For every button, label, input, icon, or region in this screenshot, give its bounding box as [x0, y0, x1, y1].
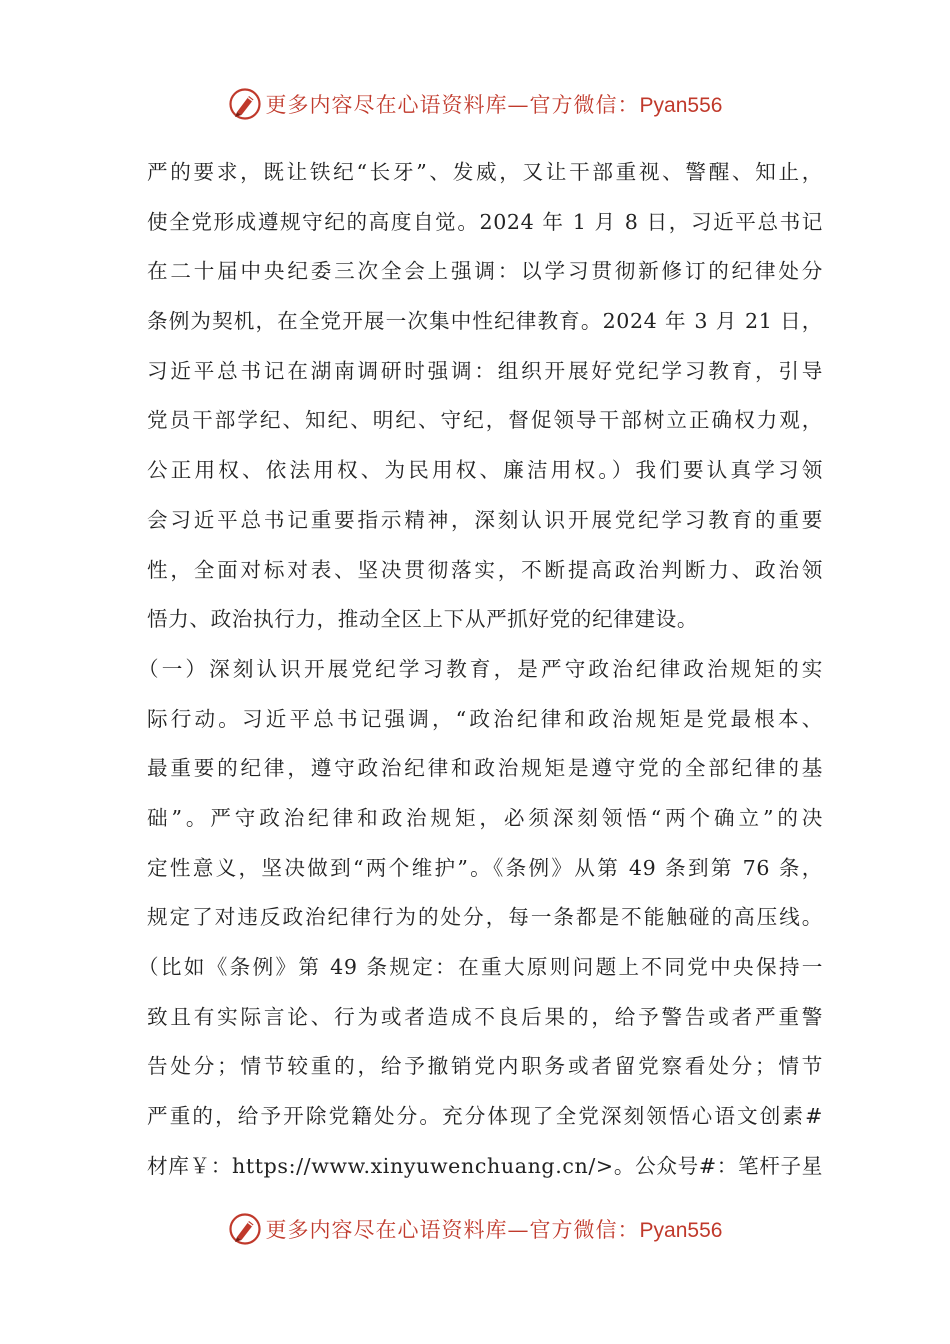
text-line: 党员干部学纪、知纪、明纪、守纪，督促领导干部树立正确权力观，: [147, 408, 823, 433]
text-line: 悟力、政治执行力，推动全区上下从严抓好党的纪律建设。: [147, 607, 699, 632]
pen-logo-icon: [228, 87, 262, 121]
text-line: 严的要求，既让铁纪“长牙”、发威，又让干部重视、警醒、知止，: [147, 160, 823, 184]
text-line: 最重要的纪律，遵守政治纪律和政治规矩是遵守党的全部纪律的基: [147, 756, 823, 781]
header-banner-label: 更多内容尽在心语资料库—官方微信：: [265, 93, 640, 117]
footer-banner-text: [266, 1214, 723, 1244]
footer-banner: [0, 1209, 950, 1249]
text-line: 定性意义，坚决做到“两个维护”。《条例》从第 49 条到第 76 条，: [147, 855, 823, 880]
text-line: 规定了对违反政治纪律行为的处分，每一条都是不能触碰的高压线。: [147, 905, 823, 930]
header-banner: [0, 84, 950, 124]
text-line: 在二十届中央纪委三次全会上强调：以学习贯彻新修订的纪律处分: [147, 259, 823, 284]
text-line: 材库￥：https://www.xinyuwenchuang.cn/>。公众号#：笔杆子星: [147, 1153, 823, 1178]
text-line: 公正用权、依法用权、为民用权、廉洁用权。）我们要认真学习领: [147, 458, 823, 483]
text-line: （比如《条例》第 49 条规定：在重大原则问题上不同党中央保持一: [138, 955, 823, 979]
text-line: 性，全面对标对表、坚决贯彻落实，不断提高政治判断力、政治领: [147, 557, 823, 582]
footer-wechat-handle: Pyan556: [639, 1219, 723, 1242]
section-heading-line: （一）深刻认识开展党纪学习教育，是严守政治纪律政治规矩的实: [138, 656, 823, 681]
document-body: [138, 148, 823, 1191]
header-banner-text: [266, 89, 723, 119]
text-line: 习近平总书记在湖南调研时强调：组织开展好党纪学习教育，引导: [147, 358, 823, 383]
text-line: 会习近平总书记重要指示精神，深刻认识开展党纪学习教育的重要: [147, 507, 823, 532]
text-line: 使全党形成遵规守纪的高度自觉。2024 年 1 月 8 日，习近平总书记: [147, 209, 823, 234]
pen-logo-icon: [228, 1212, 262, 1246]
text-line: 致且有实际言论、行为或者造成不良后果的，给予警告或者严重警: [147, 1004, 823, 1029]
text-line: 严重的，给予开除党籍处分。充分体现了全党深刻领悟心语文创素#: [147, 1104, 823, 1129]
text-line: 际行动。习近平总书记强调，“政治纪律和政治规矩是党最根本、: [147, 706, 823, 731]
text-line: 告处分；情节较重的，给予撤销党内职务或者留党察看处分；情节: [147, 1054, 823, 1079]
footer-banner-label: 更多内容尽在心语资料库—官方微信：: [265, 1218, 640, 1242]
text-line: 础”。严守政治纪律和政治规矩，必须深刻领悟“两个确立”的决: [147, 805, 823, 830]
text-line: 条例为契机，在全党开展一次集中性纪律教育。2024 年 3 月 21 日，: [147, 309, 823, 334]
header-wechat-handle: Pyan556: [639, 94, 723, 117]
